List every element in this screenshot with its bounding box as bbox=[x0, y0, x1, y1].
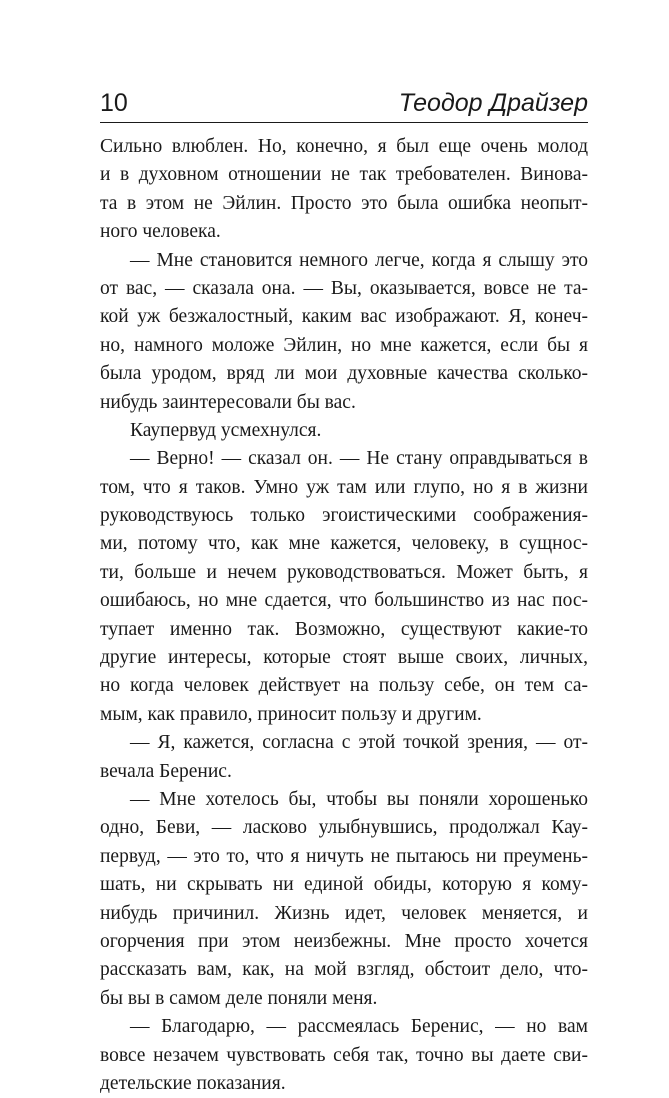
text-line: та в этом не Эйлин. Просто это была ошибка неопыт- bbox=[100, 192, 588, 214]
text-line: шать, ни скрывать ни единой обиды, которую я кому- bbox=[100, 874, 588, 896]
text-line: Сильно влюблен. Но, конечно, я был еще очень молод bbox=[100, 136, 588, 157]
text-line: огорчения при этом неизбежны. Мне просто хочется bbox=[100, 930, 588, 952]
text-line: кой уж безжалостный, каким вас изображают. Я, конеч- bbox=[100, 306, 588, 328]
text-line: детельские показания. bbox=[100, 1072, 286, 1094]
text-line: — Мне хотелось бы, чтобы вы поняли хорошенько bbox=[130, 788, 588, 810]
body-text bbox=[100, 133, 588, 1098]
text-line: была уродом, вряд ли мои духовные качества сколько- bbox=[100, 363, 588, 385]
text-line: первуд, — это то, что я ничуть не пытаюсь ни преумень- bbox=[100, 845, 588, 867]
text-line: том, что я таков. Умно уж там или глупо, но я в жизни bbox=[100, 476, 588, 498]
text-line: вечала Беренис. bbox=[100, 760, 232, 782]
text-line: нибудь причинил. Жизнь идет, человек меняется, и bbox=[100, 902, 588, 924]
text-line: — Я, кажется, согласна с этой точкой зрения, — от- bbox=[130, 732, 588, 754]
text-line: ошибаюсь, но мне сдается, что большинство из нас пос- bbox=[100, 590, 588, 612]
text-line: — Благодарю, — рассмеялась Беренис, — но вам bbox=[130, 1016, 588, 1038]
text-line: — Мне становится немного легче, когда я слышу это bbox=[130, 249, 588, 271]
text-line: мым, как правило, приносит пользу и другим. bbox=[100, 703, 482, 725]
page-header bbox=[100, 86, 588, 123]
text-line: и в духовном отношении не так требователен. Винова- bbox=[100, 164, 588, 186]
text-line: нибудь заинтересовали бы вас. bbox=[100, 391, 356, 413]
text-line: рассказать вам, как, на мой взгляд, обстоит дело, что- bbox=[100, 959, 588, 981]
text-line: — Верно! — сказал он. — Не стану оправдываться в bbox=[130, 448, 588, 470]
text-line: от вас, — сказала она. — Вы, оказывается, вовсе не та- bbox=[100, 277, 588, 299]
text-line: тупает именно так. Возможно, существуют какие-то bbox=[100, 618, 588, 640]
text-line: но когда человек действует на пользу себе, он тем са- bbox=[100, 675, 588, 697]
text-line: вовсе незачем чувствовать себя так, точно вы даете сви- bbox=[100, 1044, 588, 1066]
text-line: но, намного моложе Эйлин, но мне кажется, если бы я bbox=[100, 334, 588, 356]
text-line: руководствуюсь только эгоистическими соображения- bbox=[100, 505, 588, 527]
page-number: 10 bbox=[100, 89, 128, 117]
text-line: ми, потому что, как мне кажется, человеку, в сущнос- bbox=[100, 533, 588, 555]
running-title: Теодор Драйзер bbox=[398, 89, 588, 117]
text-line: ного человека. bbox=[100, 221, 221, 243]
text-line: другие интересы, которые стоят выше своих, личных, bbox=[100, 647, 588, 669]
text-line: бы вы в самом деле поняли меня. bbox=[100, 987, 378, 1009]
text-line: ти, больше и нечем руководствоваться. Может быть, я bbox=[100, 561, 588, 583]
text-line: Каупервуд усмехнулся. bbox=[130, 419, 322, 441]
text-line: одно, Беви, — ласково улыбнувшись, продолжал Кау- bbox=[100, 817, 588, 839]
